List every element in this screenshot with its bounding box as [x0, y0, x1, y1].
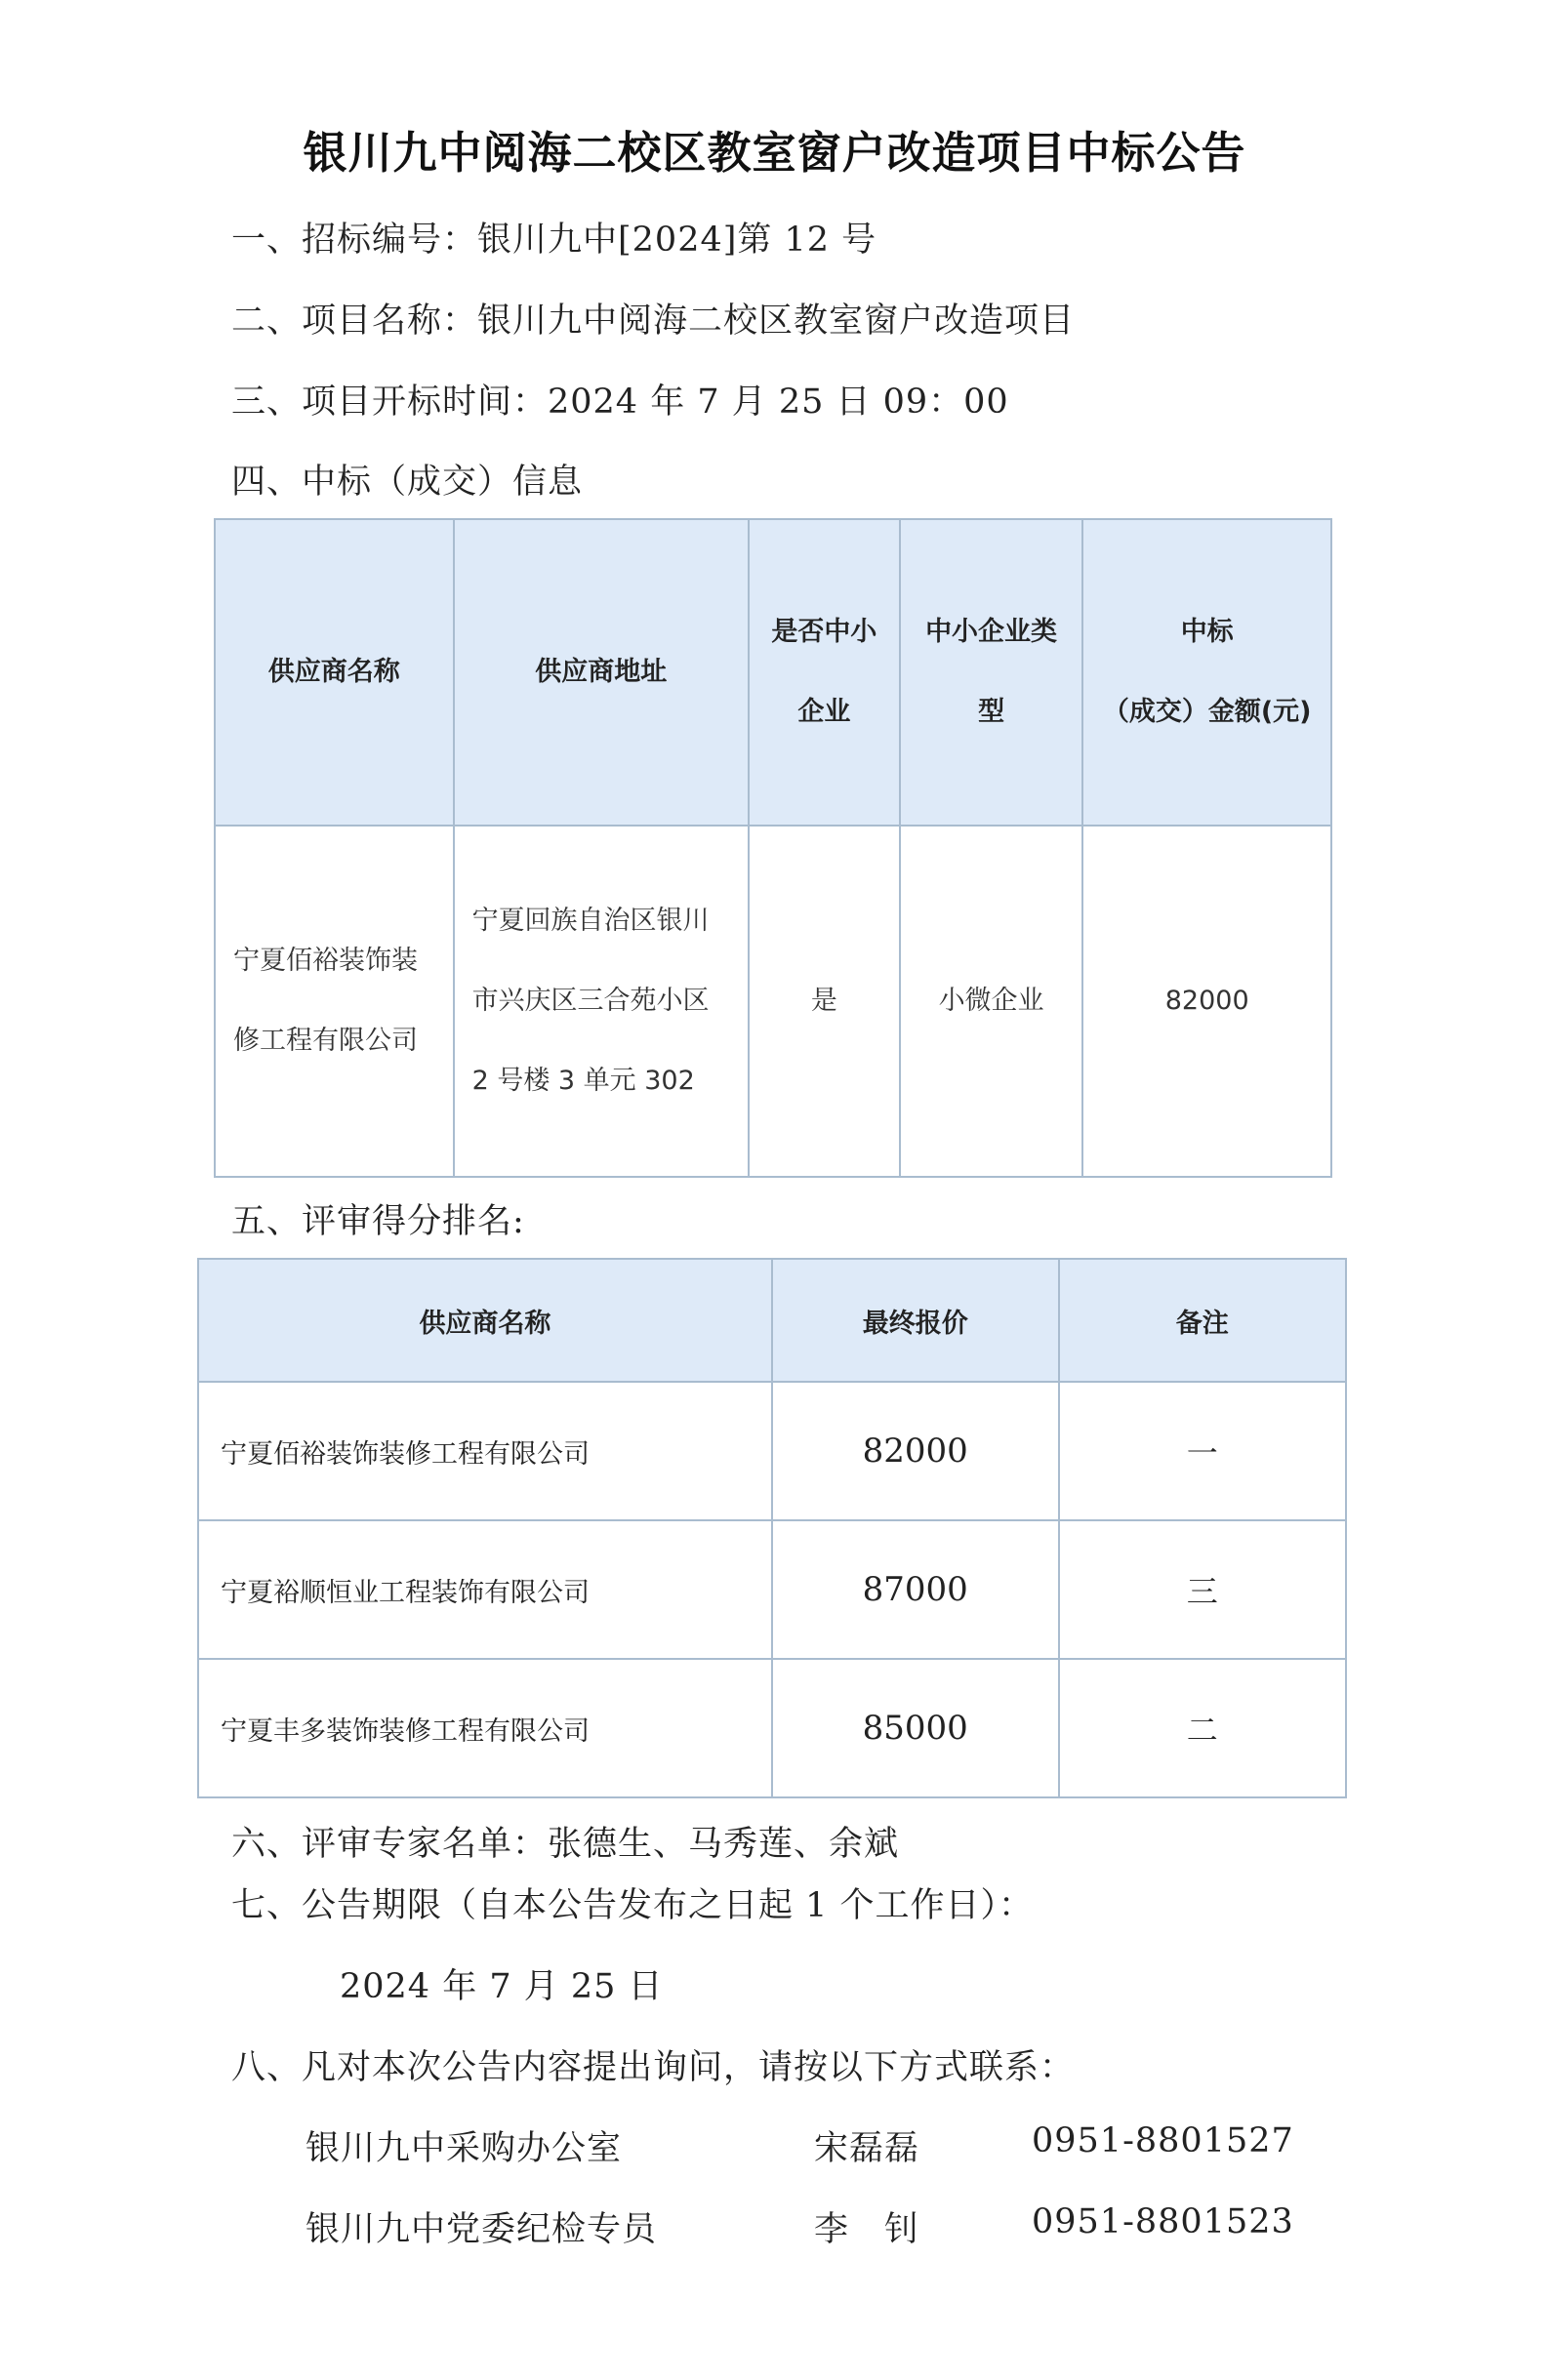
ranking-note: 一: [1059, 1382, 1346, 1520]
header-is-sme: [749, 519, 900, 826]
period-line: 七、公告期限（自本公告发布之日起 1 个工作日）：: [231, 1886, 1035, 1925]
header-sme-type-line2: 型: [978, 697, 1005, 727]
inquiry-line: 八、凡对本次公告内容提出询问，请按以下方式联系：: [231, 2048, 1076, 2087]
page-title: 银川九中阅海二校区教室窗户改造项目中标公告: [303, 127, 1246, 179]
award-address-line3: 2 号楼 3 单元 302: [471, 1066, 695, 1096]
award-address-line1: 宁夏回族自治区银川: [471, 906, 710, 936]
ranking-table: [197, 1258, 1347, 1798]
project-name-line: 二、项目名称：银川九中阅海二校区教室窗户改造项目: [231, 302, 1076, 341]
ranking-supplier-name: 宁夏丰多装饰装修工程有限公司: [198, 1659, 772, 1797]
award-supplier-name: [215, 826, 454, 1177]
ranking-header-note: 备注: [1059, 1259, 1346, 1382]
header-supplier-address: 供应商地址: [454, 519, 749, 826]
award-is-sme: 是: [749, 826, 900, 1177]
contact-person: 宋磊磊: [814, 2129, 920, 2168]
table-row: [198, 1659, 1346, 1797]
award-supplier-address: [454, 826, 749, 1177]
award-address-line2: 市兴庆区三合苑小区: [471, 986, 710, 1016]
ranking-supplier-name: 宁夏裕顺恒业工程装饰有限公司: [198, 1520, 772, 1659]
ranking-heading: 五、评审得分排名:: [231, 1202, 525, 1241]
table-row: [215, 826, 1331, 1177]
experts-line: 六、评审专家名单：张德生、马秀莲、余斌: [231, 1825, 900, 1864]
ranking-header-name: 供应商名称: [198, 1259, 772, 1382]
header-is-sme-line2: 企业: [797, 697, 851, 727]
contact-org: 银川九中采购办公室: [306, 2129, 623, 2168]
ranking-price: 87000: [772, 1520, 1059, 1659]
bid-number-line: 一、招标编号：银川九中[2024]第 12 号: [231, 221, 877, 260]
header-is-sme-line1: 是否中小: [771, 617, 877, 647]
ranking-header-price: 最终报价: [772, 1259, 1059, 1382]
award-table-header-row: [215, 519, 1331, 826]
header-sme-type-line1: 中小企业类: [925, 617, 1058, 647]
award-supplier-name-line1: 宁夏佰裕装饰装: [233, 946, 418, 976]
header-award-amount-line2: （成交）金额(元): [1102, 697, 1312, 727]
table-row: [198, 1520, 1346, 1659]
ranking-price: 82000: [772, 1382, 1059, 1520]
ranking-supplier-name: 宁夏佰裕装饰装修工程有限公司: [198, 1382, 772, 1520]
contact-phone: 0951-8801523: [1032, 2202, 1294, 2241]
period-date: 2024 年 7 月 25 日: [340, 1967, 664, 2006]
award-amount: 82000: [1082, 826, 1331, 1177]
ranking-note: 三: [1059, 1520, 1346, 1659]
header-award-amount-line1: 中标: [1180, 617, 1234, 647]
award-info-heading: 四、中标（成交）信息: [231, 463, 584, 502]
contact-phone: 0951-8801527: [1032, 2121, 1294, 2160]
award-sme-type: 小微企业: [900, 826, 1083, 1177]
header-sme-type: [900, 519, 1083, 826]
header-supplier-name: 供应商名称: [215, 519, 454, 826]
header-award-amount: [1082, 519, 1331, 826]
ranking-table-header-row: [198, 1259, 1346, 1382]
contact-org: 银川九中党委纪检专员: [306, 2210, 658, 2249]
open-time-line: 三、项目开标时间：2024 年 7 月 25 日 09：00: [231, 383, 1009, 422]
ranking-price: 85000: [772, 1659, 1059, 1797]
table-row: [198, 1382, 1346, 1520]
award-supplier-name-line2: 修工程有限公司: [233, 1026, 418, 1056]
ranking-note: 二: [1059, 1659, 1346, 1797]
contact-person: 李 钊: [814, 2210, 920, 2249]
award-table: [214, 518, 1332, 1178]
